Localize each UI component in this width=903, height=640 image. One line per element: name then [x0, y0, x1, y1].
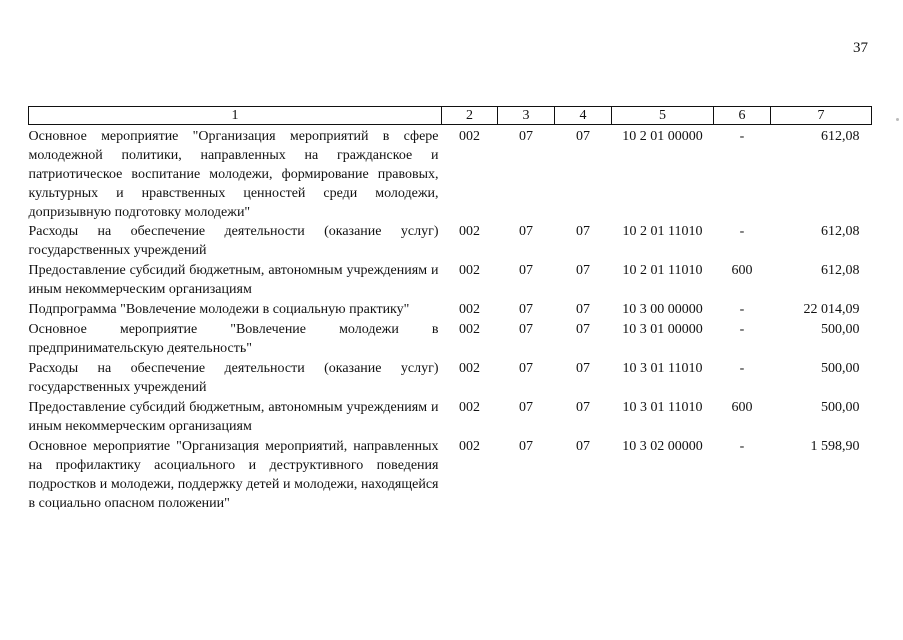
- row-amount: 22 014,09: [803, 302, 860, 317]
- row-subsection: 07: [576, 129, 590, 144]
- header-col-5: 5: [612, 107, 714, 125]
- table-row: [29, 300, 872, 320]
- header-col-4: 4: [555, 107, 612, 125]
- row-amount: 500,00: [821, 400, 860, 415]
- row-target: 10 3 00 00000: [622, 302, 703, 317]
- header-col-2: 2: [442, 107, 498, 125]
- row-ministry: 002: [459, 361, 480, 376]
- budget-table: [28, 106, 872, 514]
- row-amount: 612,08: [821, 129, 860, 144]
- row-ministry: 002: [459, 129, 480, 144]
- row-type: -: [739, 129, 745, 144]
- row-amount: 1 598,90: [810, 439, 860, 454]
- row-subsection: 07: [576, 400, 590, 415]
- header-row: [29, 107, 872, 125]
- row-subsection: 07: [576, 361, 590, 376]
- table-row: [29, 398, 872, 437]
- row-target: 10 3 01 00000: [622, 322, 703, 337]
- row-section: 07: [519, 129, 533, 144]
- row-section: 07: [519, 224, 533, 239]
- row-name: Подпрограмма "Вовлечение молодежи в социальную практику": [28, 302, 410, 317]
- row-ministry: 002: [459, 302, 480, 317]
- row-section: 07: [519, 439, 533, 454]
- row-amount: 612,08: [821, 224, 860, 239]
- row-ministry: 002: [459, 400, 480, 415]
- row-section: 07: [519, 322, 533, 337]
- table-body: [29, 125, 872, 515]
- header-col-1: 1: [29, 107, 442, 125]
- table-row: [29, 222, 872, 261]
- table-row: [29, 261, 872, 300]
- table-row: [29, 125, 872, 223]
- row-amount: 500,00: [821, 322, 860, 337]
- row-subsection: 07: [576, 302, 590, 317]
- row-ministry: 002: [459, 439, 480, 454]
- row-type: -: [739, 224, 745, 239]
- table-row: [29, 359, 872, 398]
- row-type: -: [739, 302, 745, 317]
- row-type: 600: [731, 263, 753, 278]
- row-target: 10 3 01 11010: [622, 361, 703, 376]
- row-target: 10 2 01 11010: [622, 224, 703, 239]
- row-ministry: 002: [459, 322, 480, 337]
- row-subsection: 07: [576, 439, 590, 454]
- row-type: 600: [731, 400, 753, 415]
- row-name: Основное мероприятие "Организация мероприятий, направленных на профилактику асоциального и деструктивного поведения подростков и молодежи, поддержку детей и молодежи, находящейся в социально опасном положении": [28, 439, 439, 511]
- row-section: 07: [519, 302, 533, 317]
- table-row: [29, 320, 872, 359]
- scan-speck: [896, 118, 899, 121]
- row-target: 10 3 01 11010: [622, 400, 703, 415]
- row-subsection: 07: [576, 263, 590, 278]
- table-header: [29, 107, 872, 125]
- row-target: 10 3 02 00000: [622, 439, 703, 454]
- row-subsection: 07: [576, 322, 590, 337]
- row-amount: 500,00: [821, 361, 860, 376]
- row-subsection: 07: [576, 224, 590, 239]
- header-col-6: 6: [714, 107, 771, 125]
- row-type: -: [739, 439, 745, 454]
- row-section: 07: [519, 263, 533, 278]
- header-col-3: 3: [498, 107, 555, 125]
- row-section: 07: [519, 361, 533, 376]
- row-type: -: [739, 361, 745, 376]
- row-target: 10 2 01 11010: [622, 263, 703, 278]
- row-name: Предоставление субсидий бюджетным, автономным учреждениям и иным некоммерческим организациям: [28, 263, 439, 297]
- row-section: 07: [519, 400, 533, 415]
- row-target: 10 2 01 00000: [622, 129, 703, 144]
- row-name: Основное мероприятие "Вовлечение молодежи в предпринимательскую деятельность": [28, 322, 439, 356]
- page-number: 37: [853, 40, 868, 56]
- row-name: Предоставление субсидий бюджетным, автономным учреждениям и иным некоммерческим организациям: [28, 400, 439, 434]
- row-ministry: 002: [459, 263, 480, 278]
- table-row: [29, 437, 872, 514]
- header-col-7: 7: [771, 107, 872, 125]
- row-name: Основное мероприятие "Организация мероприятий в сфере молодежной политики, направленных на гражданское и патриотическое воспитание молодежи, формирование правовых, культурных и нравственных ценностей среди молодежи, допризывную подготовку молодежи": [28, 129, 439, 220]
- row-name: Расходы на обеспечение деятельности (оказание услуг) государственных учреждений: [28, 224, 439, 258]
- row-type: -: [739, 322, 745, 337]
- row-ministry: 002: [459, 224, 480, 239]
- row-amount: 612,08: [821, 263, 860, 278]
- row-name: Расходы на обеспечение деятельности (оказание услуг) государственных учреждений: [28, 361, 439, 395]
